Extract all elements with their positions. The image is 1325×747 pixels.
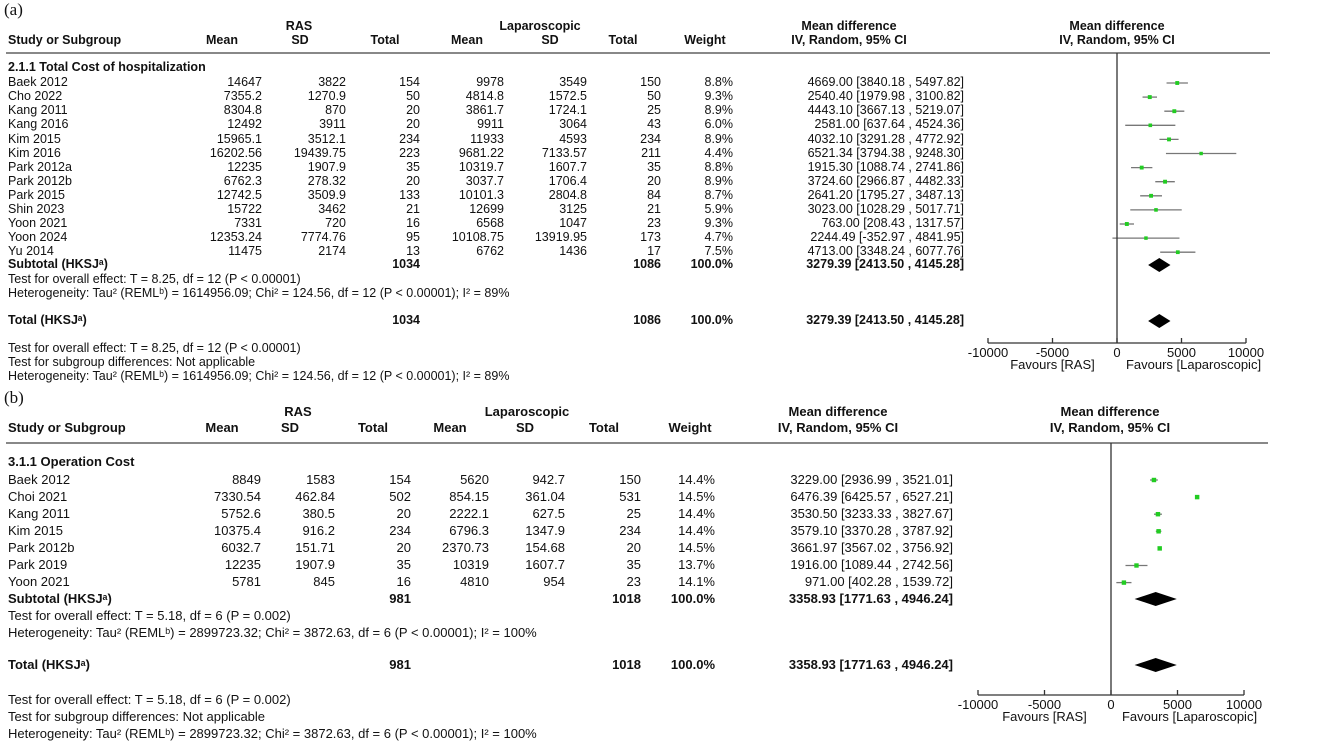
- study-weight: 7.5%: [704, 244, 733, 259]
- total-note: Test for subgroup differences: Not applicable: [8, 708, 266, 724]
- study-ci-text: 2540.40 [1979.98 , 3100.82]: [807, 89, 964, 104]
- study-lap-sd: 2804.8: [548, 187, 587, 202]
- study-name: Cho 2022: [8, 89, 63, 104]
- total-label: Total (HKSJᵃ): [8, 656, 90, 672]
- study-lap-mean: 10319.7: [458, 159, 504, 174]
- study-point-marker: [1148, 95, 1152, 99]
- study-lap-sd: 1706.4: [548, 173, 587, 188]
- study-ras-mean: 16202.56: [209, 145, 262, 160]
- column-header: Mean: [451, 33, 483, 48]
- panel-label: (a): [4, 0, 23, 19]
- study-ras-sd: 151.71: [295, 540, 335, 556]
- study-lap-mean: 4814.8: [465, 89, 504, 104]
- study-lap-mean: 9978: [476, 75, 504, 90]
- study-name: Yoon 2021: [8, 574, 70, 590]
- total-note: Heterogeneity: Tau² (REMLᵇ) = 2899723.32; Chi² = 3872.63, df = 6 (P < 0.00001); I² = 100%: [8, 725, 537, 741]
- ras-group-header: RAS: [284, 403, 312, 419]
- x-tick-label: -5000: [1035, 344, 1070, 360]
- subtotal-weight: 100.0%: [670, 590, 715, 606]
- study-weight: 14.1%: [678, 574, 715, 590]
- column-header: SD: [541, 33, 559, 48]
- study-ras-total: 20: [406, 117, 420, 132]
- study-name: Choi 2021: [8, 488, 68, 504]
- study-ras-sd: 3512.1: [307, 131, 346, 146]
- study-ras-sd: 3462: [318, 202, 346, 217]
- study-weight: 9.3%: [704, 89, 733, 104]
- study-lap-mean: 10319: [452, 557, 489, 573]
- study-lap-sd: 1347.9: [525, 523, 565, 539]
- study-ras-sd: 7774.76: [300, 230, 346, 245]
- study-lap-sd: 3125: [559, 202, 587, 217]
- subtotal-note: Heterogeneity: Tau² (REMLᵇ) = 1614956.09; Chi² = 124.56, df = 12 (P < 0.00001); I² = 89%: [8, 286, 510, 301]
- study-ras-total: 133: [399, 187, 420, 202]
- study-ras-total: 13: [406, 244, 420, 259]
- study-lap-sd: 13919.95: [534, 230, 587, 245]
- study-weight: 4.7%: [704, 230, 733, 245]
- total-ras-total: 981: [389, 656, 411, 672]
- total-lap-total: 1086: [633, 313, 661, 328]
- study-ras-mean: 11475: [228, 244, 262, 259]
- study-name: Yoon 2021: [8, 216, 68, 231]
- column-header-study: Study or Subgroup: [8, 419, 126, 435]
- study-ras-total: 154: [389, 471, 411, 487]
- study-point-marker: [1144, 236, 1147, 239]
- study-point-marker: [1167, 137, 1171, 141]
- study-lap-sd: 3549: [559, 75, 587, 90]
- study-ras-total: 20: [396, 540, 411, 556]
- study-lap-sd: 1607.7: [525, 557, 565, 573]
- study-ras-mean: 6762.3: [223, 173, 262, 188]
- study-ras-sd: 1907.9: [295, 557, 335, 573]
- column-header: Mean: [205, 419, 239, 435]
- study-ci-text: 2244.49 [-352.97 , 4841.95]: [810, 230, 964, 245]
- study-lap-total: 150: [619, 471, 641, 487]
- study-ci-text: 3229.00 [2936.99 , 3521.01]: [790, 471, 953, 487]
- subtotal-ci: 3279.39 [2413.50 , 4145.28]: [806, 257, 964, 272]
- study-lap-total: 23: [647, 216, 661, 231]
- study-name: Baek 2012: [8, 471, 71, 487]
- study-lap-total: 150: [640, 75, 661, 90]
- study-point-marker: [1156, 512, 1160, 516]
- study-lap-mean: 6568: [476, 216, 504, 231]
- study-ras-sd: 462.84: [295, 488, 335, 504]
- study-ras-mean: 12353.24: [209, 230, 262, 245]
- total-lap-total: 1018: [612, 656, 641, 672]
- study-lap-mean: 12699: [469, 202, 504, 217]
- study-ras-mean: 12742.5: [216, 187, 262, 202]
- study-weight: 8.9%: [704, 131, 733, 146]
- study-lap-total: 43: [647, 117, 661, 132]
- study-ras-mean: 5781: [232, 574, 261, 590]
- study-point-marker: [1122, 580, 1126, 584]
- study-lap-mean: 6796.3: [449, 523, 489, 539]
- x-tick-label: 10000: [1225, 696, 1263, 712]
- study-ras-sd: 19439.75: [293, 145, 346, 160]
- study-weight: 8.7%: [704, 187, 733, 202]
- study-point-marker: [1172, 109, 1176, 113]
- study-lap-total: 25: [647, 103, 661, 118]
- study-weight: 6.0%: [704, 117, 733, 132]
- subtotal-note: Heterogeneity: Tau² (REMLᵇ) = 2899723.32; Chi² = 3872.63, df = 6 (P < 0.00001); I² = 100%: [8, 624, 537, 640]
- study-lap-sd: 3064: [559, 117, 587, 132]
- subtotal-ci: 3358.93 [1771.63 , 4946.24]: [788, 590, 953, 606]
- subtotal-diamond: [1148, 258, 1170, 272]
- study-lap-total: 531: [619, 488, 641, 504]
- column-header: Total: [588, 419, 620, 435]
- study-weight: 14.5%: [678, 488, 715, 504]
- column-header: Weight: [684, 33, 726, 48]
- study-lap-total: 234: [619, 523, 641, 539]
- study-point-marker: [1134, 563, 1138, 567]
- study-ras-mean: 8849: [232, 471, 261, 487]
- study-ras-total: 16: [396, 574, 411, 590]
- study-lap-total: 211: [641, 145, 661, 160]
- study-weight: 4.4%: [704, 145, 733, 160]
- study-ras-total: 95: [406, 230, 420, 245]
- study-ras-total: 154: [399, 75, 420, 90]
- study-ci-text: 4713.00 [3348.24 , 6077.76]: [807, 244, 964, 259]
- study-ci-text: 763.00 [208.43 , 1317.57]: [821, 216, 964, 231]
- total-ci: 3358.93 [1771.63 , 4946.24]: [788, 656, 953, 672]
- study-ras-mean: 6032.7: [221, 540, 261, 556]
- study-ci-text: 6476.39 [6425.57 , 6527.21]: [790, 488, 953, 504]
- subtotal-lap-total: 1018: [612, 590, 641, 606]
- study-lap-sd: 942.7: [532, 471, 565, 487]
- study-ci-text: 1916.00 [1089.44 , 2742.56]: [790, 557, 953, 573]
- study-weight: 14.5%: [678, 540, 715, 556]
- study-ras-total: 35: [396, 557, 411, 573]
- study-lap-mean: 2222.1: [449, 506, 489, 522]
- study-name: Kim 2016: [8, 145, 61, 160]
- study-lap-sd: 954: [543, 574, 565, 590]
- study-ci-text: 3661.97 [3567.02 , 3756.92]: [790, 540, 953, 556]
- study-lap-sd: 1047: [559, 216, 587, 231]
- study-lap-mean: 5620: [460, 471, 489, 487]
- x-tick-label: 10000: [1227, 344, 1265, 360]
- x-tick-label: 0: [1107, 696, 1115, 712]
- total-label: Total (HKSJᵃ): [8, 313, 87, 328]
- study-lap-total: 50: [647, 89, 661, 104]
- total-note: Test for overall effect: T = 8.25, df = 12 (P < 0.00001): [8, 341, 301, 356]
- mean-difference-header: Mean difference: [801, 19, 897, 34]
- study-ci-text: 4032.10 [3291.28 , 4772.92]: [807, 131, 964, 146]
- favours-right-label: Favours [Laparoscopic]: [1121, 708, 1258, 724]
- study-lap-total: 173: [640, 230, 661, 245]
- study-ci-text: 2641.20 [1795.27 , 3487.13]: [807, 187, 964, 202]
- study-weight: 8.8%: [704, 75, 733, 90]
- x-tick-label: -5000: [1027, 696, 1062, 712]
- x-tick-label: -10000: [967, 344, 1009, 360]
- column-header: IV, Random, 95% CI: [1059, 33, 1175, 48]
- study-ras-sd: 916.2: [302, 523, 335, 539]
- study-lap-mean: 2370.73: [442, 540, 489, 556]
- study-ras-mean: 7331: [234, 216, 262, 231]
- study-point-marker: [1125, 222, 1129, 226]
- study-lap-mean: 854.15: [449, 488, 489, 504]
- study-name: Kang 2011: [8, 506, 70, 522]
- study-lap-sd: 627.5: [532, 506, 565, 522]
- x-tick-label: 0: [1113, 344, 1121, 360]
- study-weight: 8.9%: [704, 173, 733, 188]
- study-ras-total: 223: [399, 145, 420, 160]
- study-name: Shin 2023: [8, 202, 65, 217]
- total-note: Test for overall effect: T = 5.18, df = 6 (P = 0.002): [8, 691, 291, 707]
- study-name: Park 2015: [8, 187, 65, 202]
- study-name: Park 2019: [8, 557, 68, 573]
- study-point-marker: [1175, 81, 1179, 85]
- mean-difference-header: Mean difference: [788, 403, 888, 419]
- study-name: Baek 2012: [8, 75, 68, 90]
- study-ci-text: 3724.60 [2966.87 , 4482.33]: [807, 173, 964, 188]
- x-tick-label: 5000: [1163, 696, 1192, 712]
- plot-mean-difference-header: Mean difference: [1060, 403, 1160, 419]
- study-ras-total: 35: [406, 159, 420, 174]
- study-ci-text: 3023.00 [1028.29 , 5017.71]: [807, 202, 964, 217]
- subtotal-label: Subtotal (HKSJᵃ): [8, 257, 108, 272]
- study-point-marker: [1176, 250, 1180, 254]
- study-point-marker: [1148, 124, 1152, 128]
- study-ras-sd: 380.5: [302, 506, 335, 522]
- total-weight: 100.0%: [670, 656, 715, 672]
- laparoscopic-group-header: Laparoscopic: [499, 19, 581, 34]
- study-ras-mean: 12235: [227, 159, 262, 174]
- total-diamond: [1148, 314, 1170, 328]
- study-ras-total: 20: [396, 506, 411, 522]
- study-ras-sd: 1583: [306, 471, 335, 487]
- study-ras-total: 20: [406, 103, 420, 118]
- study-lap-mean: 10101.3: [458, 187, 504, 202]
- column-header: Mean: [433, 419, 467, 435]
- study-name: Kang 2011: [8, 103, 68, 118]
- study-ci-text: 971.00 [402.28 , 1539.72]: [804, 574, 953, 590]
- study-ras-mean: 12492: [227, 117, 262, 132]
- study-ci-text: 4443.10 [3667.13 , 5219.07]: [807, 103, 964, 118]
- column-header: SD: [291, 33, 309, 48]
- study-lap-mean: 11933: [470, 131, 504, 146]
- study-ras-total: 234: [389, 523, 411, 539]
- subtotal-diamond: [1135, 592, 1177, 606]
- study-lap-sd: 1607.7: [548, 159, 587, 174]
- study-ras-mean: 5752.6: [221, 506, 261, 522]
- total-diamond: [1135, 658, 1177, 672]
- subtotal-note: Test for overall effect: T = 8.25, df = 12 (P < 0.00001): [8, 272, 301, 287]
- study-weight: 13.7%: [678, 557, 715, 573]
- study-ras-total: 20: [406, 173, 420, 188]
- study-ras-mean: 8304.8: [223, 103, 262, 118]
- study-ras-mean: 7355.2: [223, 89, 262, 104]
- study-ras-sd: 720: [325, 216, 346, 231]
- study-lap-total: 84: [647, 187, 661, 202]
- study-ras-sd: 1270.9: [307, 89, 346, 104]
- x-tick-label: 5000: [1167, 344, 1196, 360]
- study-weight: 9.3%: [704, 216, 733, 231]
- study-ras-sd: 870: [325, 103, 346, 118]
- subtotal-label: Subtotal (HKSJᵃ): [8, 590, 112, 606]
- column-header: Mean: [206, 33, 238, 48]
- study-lap-total: 234: [640, 131, 661, 146]
- study-ras-sd: 3822: [318, 75, 346, 90]
- column-header: Total: [370, 33, 400, 48]
- study-lap-total: 20: [626, 540, 641, 556]
- study-ci-text: 6521.34 [3794.38 , 9248.30]: [807, 145, 964, 160]
- study-ras-mean: 12235: [224, 557, 261, 573]
- study-point-marker: [1195, 495, 1199, 499]
- study-ras-mean: 15722: [227, 202, 262, 217]
- study-lap-total: 21: [647, 202, 661, 217]
- study-ci-text: 1915.30 [1088.74 , 2741.86]: [807, 159, 964, 174]
- subgroup-title: 2.1.1 Total Cost of hospitalization: [8, 60, 206, 75]
- ras-group-header: RAS: [285, 19, 313, 34]
- study-point-marker: [1152, 478, 1156, 482]
- study-name: Park 2012b: [8, 540, 75, 556]
- study-weight: 5.9%: [704, 202, 733, 217]
- study-point-marker: [1140, 166, 1144, 170]
- subtotal-note: Test for overall effect: T = 5.18, df = 6 (P = 0.002): [8, 607, 291, 623]
- study-name: Yu 2014: [8, 244, 54, 259]
- study-lap-mean: 10108.75: [451, 230, 504, 245]
- study-lap-mean: 3861.7: [465, 103, 504, 118]
- study-ras-sd: 3509.9: [307, 187, 346, 202]
- favours-left-label: Favours [RAS]: [1002, 708, 1087, 724]
- study-weight: 14.4%: [678, 471, 715, 487]
- study-ras-total: 16: [406, 216, 420, 231]
- study-weight: 14.4%: [678, 523, 715, 539]
- total-weight: 100.0%: [690, 313, 733, 328]
- study-point-marker: [1149, 194, 1153, 198]
- column-header: SD: [515, 419, 535, 435]
- column-header: Total: [608, 33, 638, 48]
- study-weight: 8.9%: [704, 103, 733, 118]
- study-lap-total: 23: [626, 574, 641, 590]
- study-name: Park 2012b: [8, 173, 72, 188]
- subtotal-ras-total: 1034: [392, 257, 420, 272]
- study-lap-mean: 9911: [477, 117, 504, 132]
- study-lap-mean: 4810: [460, 574, 489, 590]
- favours-left-label: Favours [RAS]: [1010, 356, 1095, 372]
- study-point-marker: [1154, 208, 1158, 212]
- subtotal-weight: 100.0%: [690, 257, 733, 272]
- column-header-study: Study or Subgroup: [8, 33, 122, 48]
- total-note: Test for subgroup differences: Not applicable: [8, 355, 256, 370]
- study-lap-sd: 4593: [559, 131, 587, 146]
- study-lap-total: 35: [626, 557, 641, 573]
- study-lap-mean: 3037.7: [465, 173, 504, 188]
- study-ci-text: 4669.00 [3840.18 , 5497.82]: [807, 75, 964, 90]
- subgroup-title: 3.1.1 Operation Cost: [8, 453, 135, 469]
- study-ras-sd: 845: [313, 574, 335, 590]
- study-lap-sd: 1572.5: [548, 89, 587, 104]
- study-ras-mean: 10375.4: [214, 523, 261, 539]
- study-point-marker: [1199, 152, 1202, 155]
- study-ras-sd: 3911: [319, 117, 346, 132]
- favours-right-label: Favours [Laparoscopic]: [1125, 356, 1262, 372]
- column-header: IV, Random, 95% CI: [777, 419, 899, 435]
- study-lap-sd: 7133.57: [541, 145, 587, 160]
- study-ras-mean: 7330.54: [214, 488, 261, 504]
- study-name: Kim 2015: [8, 131, 61, 146]
- study-ci-text: 3530.50 [3233.33 , 3827.67]: [790, 506, 953, 522]
- total-note: Heterogeneity: Tau² (REMLᵇ) = 1614956.09; Chi² = 124.56, df = 12 (P < 0.00001); I² = 89%: [8, 369, 510, 384]
- study-name: Park 2012a: [8, 159, 72, 174]
- study-ci-text: 3579.10 [3370.28 , 3787.92]: [790, 523, 953, 539]
- study-lap-total: 35: [647, 159, 661, 174]
- study-ras-sd: 1907.9: [307, 159, 346, 174]
- study-lap-sd: 1436: [559, 244, 587, 259]
- study-weight: 14.4%: [678, 506, 715, 522]
- x-tick-label: -10000: [957, 696, 999, 712]
- study-lap-mean: 6762: [476, 244, 504, 259]
- column-header: Total: [357, 419, 389, 435]
- total-ras-total: 1034: [392, 313, 420, 328]
- study-weight: 8.8%: [704, 159, 733, 174]
- column-header: IV, Random, 95% CI: [791, 33, 907, 48]
- study-lap-total: 20: [647, 173, 661, 188]
- study-ras-sd: 2174: [318, 244, 346, 259]
- study-name: Kim 2015: [8, 523, 63, 539]
- subtotal-ras-total: 981: [389, 590, 411, 606]
- study-name: Yoon 2024: [8, 230, 68, 245]
- study-ras-total: 50: [406, 89, 420, 104]
- study-lap-mean: 9681.22: [458, 145, 504, 160]
- study-ras-total: 234: [399, 131, 420, 146]
- study-lap-sd: 361.04: [525, 488, 565, 504]
- study-point-marker: [1163, 180, 1167, 184]
- study-ras-mean: 15965.1: [216, 131, 262, 146]
- total-ci: 3279.39 [2413.50 , 4145.28]: [806, 313, 964, 328]
- subtotal-lap-total: 1086: [633, 257, 661, 272]
- study-ras-total: 502: [389, 488, 411, 504]
- study-point-marker: [1157, 546, 1161, 550]
- column-header: SD: [280, 419, 300, 435]
- study-point-marker: [1156, 529, 1160, 533]
- panel-label: (b): [4, 387, 24, 407]
- plot-mean-difference-header: Mean difference: [1069, 19, 1165, 34]
- study-ci-text: 2581.00 [637.64 , 4524.36]: [814, 117, 964, 132]
- study-ras-total: 21: [406, 202, 420, 217]
- study-name: Kang 2016: [8, 117, 69, 132]
- study-lap-sd: 1724.1: [548, 103, 587, 118]
- study-lap-total: 25: [626, 506, 641, 522]
- column-header: IV, Random, 95% CI: [1049, 419, 1171, 435]
- study-ras-sd: 278.32: [307, 173, 346, 188]
- study-lap-sd: 154.68: [525, 540, 565, 556]
- study-ras-mean: 14647: [227, 75, 262, 90]
- laparoscopic-group-header: Laparoscopic: [484, 403, 570, 419]
- column-header: Weight: [668, 419, 712, 435]
- study-lap-total: 17: [647, 244, 661, 259]
